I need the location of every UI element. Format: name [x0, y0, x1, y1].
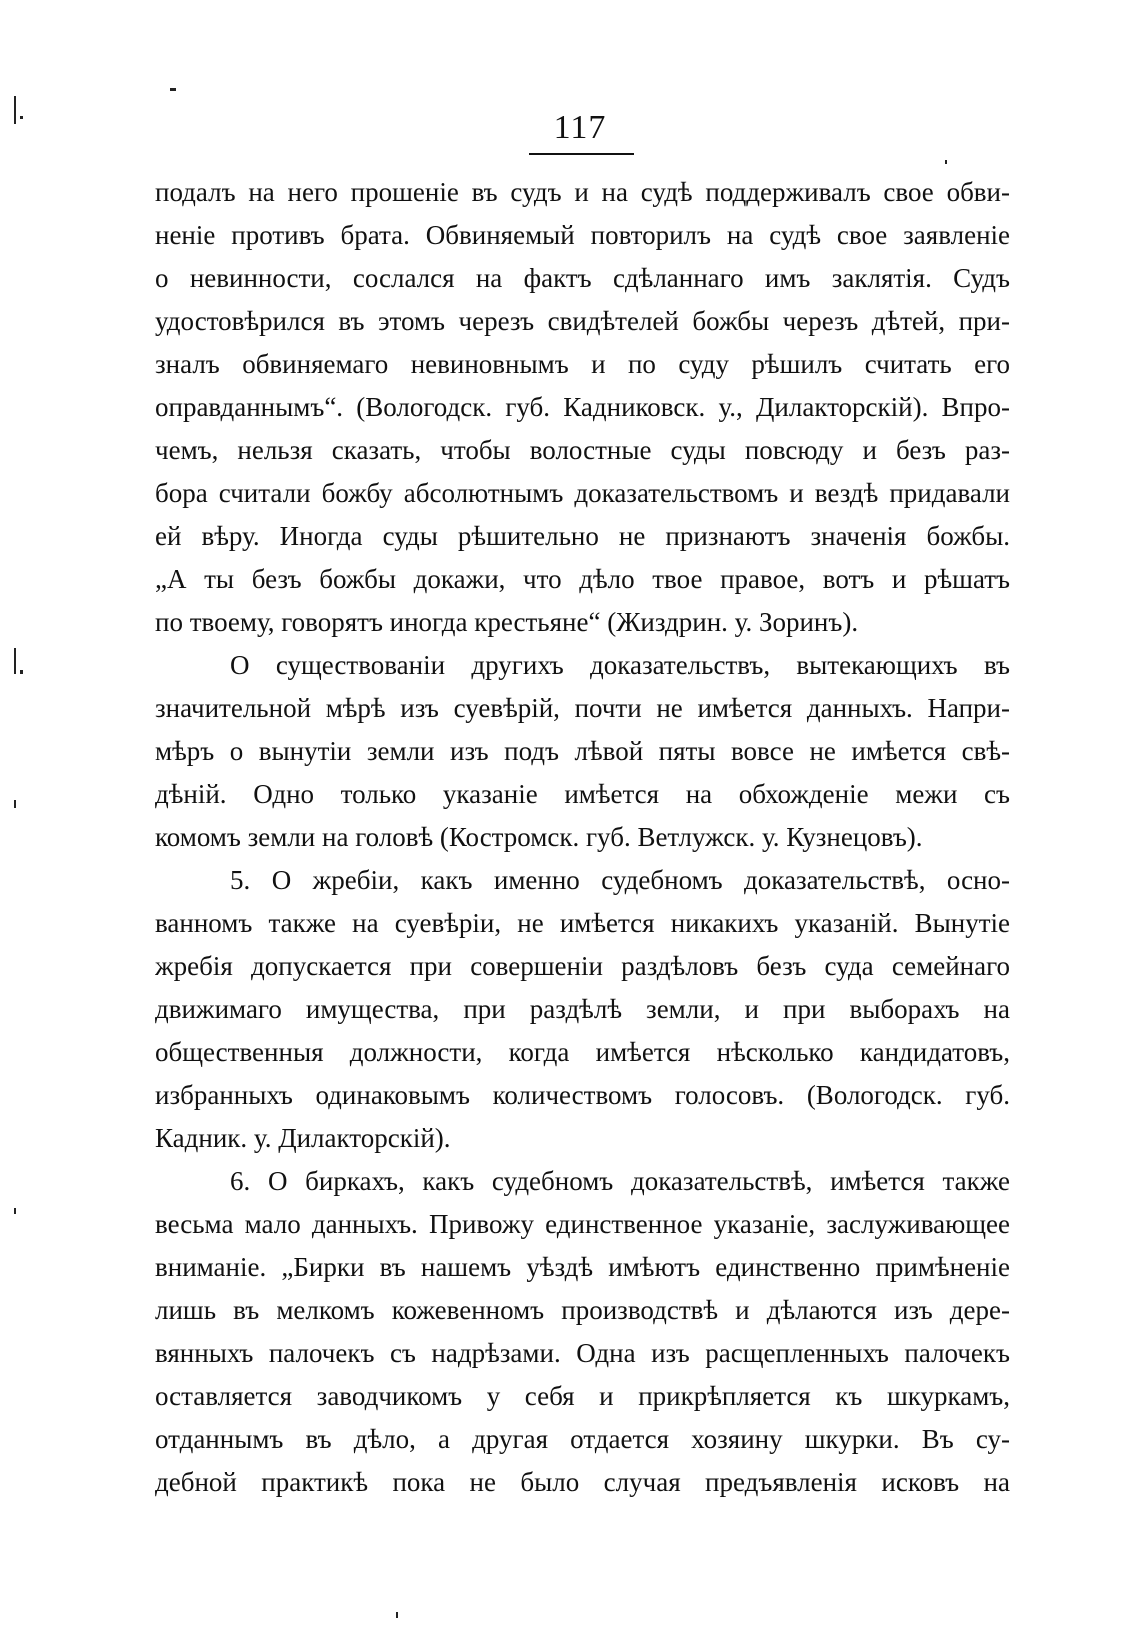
text-line: бора считали божбу абсолютнымъ доказательствомъ и вездѣ придавали: [155, 478, 1010, 508]
text-line: движимаго имущества, при раздѣлѣ земли, и при выборахъ на: [155, 994, 1010, 1024]
text-line: чемъ, нельзя сказать, чтобы волостные суды повсюду и безъ раз-: [155, 435, 1010, 465]
margin-speck: [14, 648, 16, 674]
margin-speck: [396, 1612, 398, 1618]
margin-speck: [14, 1208, 16, 1214]
text-line: ей вѣру. Иногда суды рѣшительно не признаютъ значенія божбы.: [155, 521, 1010, 551]
margin-speck: [945, 160, 947, 164]
margin-speck: [14, 800, 16, 808]
paragraph-first-line: О существованіи другихъ доказательствъ, вытекающихъ въ: [230, 650, 1010, 680]
text-line: о невинности, сослался на фактъ сдѣланнаго имъ заклятія. Судъ: [155, 263, 1010, 293]
page-number: 117: [553, 109, 607, 146]
text-line: зналъ обвиняемаго невиновнымъ и по суду рѣшилъ считать его: [155, 349, 1010, 379]
text-line: подалъ на него прошеніе въ судъ и на судѣ поддерживалъ свое обви-: [155, 177, 1010, 207]
text-line: отданнымъ въ дѣло, а другая отдается хозяину шкурки. Въ су-: [155, 1424, 1010, 1454]
text-line: удостовѣрился въ этомъ черезъ свидѣтелей божбы черезъ дѣтей, при-: [155, 306, 1010, 336]
margin-speck: [20, 670, 23, 674]
text-line: избранныхъ одинаковымъ количествомъ голосовъ. (Вологодск. губ.: [155, 1080, 1010, 1110]
text-line: дѣній. Одно только указаніе имѣется на обхожденіе межи съ: [155, 779, 1010, 809]
text-line: жребія допускается при совершеніи раздѣловъ безъ суда семейнаго: [155, 951, 1010, 981]
text-line: лишь въ мелкомъ кожевенномъ производствѣ и дѣлаются изъ дере-: [155, 1295, 1010, 1325]
text-line: оставляется заводчикомъ у себя и прикрѣпляется къ шкуркамъ,: [155, 1381, 1010, 1411]
text-line: весьма мало данныхъ. Привожу единственное указаніе, заслуживающее: [155, 1209, 1010, 1239]
text-line: дебной практикѣ пока не было случая предъявленія исковъ на: [155, 1467, 1010, 1497]
text-line: общественныя должности, когда имѣется нѣсколько кандидатовъ,: [155, 1037, 1010, 1067]
text-line: вянныхъ палочекъ съ надрѣзами. Одна изъ расщепленныхъ палочекъ: [155, 1338, 1010, 1368]
text-line: оправданнымъ“. (Вологодск. губ. Кадниковск. у., Дилакторскій). Впро-: [155, 392, 1010, 422]
text-line: значительной мѣрѣ изъ суевѣрій, почти не имѣется данныхъ. Напри-: [155, 693, 1010, 723]
margin-speck: [20, 116, 23, 119]
text-line: по твоему, говорятъ иногда крестьяне“ (Жиздрин. у. Зоринъ).: [155, 607, 859, 637]
paragraph-first-line: 5. О жребіи, какъ именно судебномъ доказательствѣ, осно-: [230, 865, 1010, 895]
text-line: Кадник. у. Дилакторскій).: [155, 1123, 451, 1153]
margin-speck: [14, 96, 16, 124]
paragraph-first-line: 6. О биркахъ, какъ судебномъ доказательствѣ, имѣется также: [230, 1166, 1010, 1196]
text-line: „А ты безъ божбы докажи, что дѣло твое правое, вотъ и рѣшатъ: [155, 564, 1010, 594]
text-line: комомъ земли на головѣ (Костромск. губ. Ветлужск. у. Кузнецовъ).: [155, 822, 923, 852]
margin-speck: [170, 88, 176, 91]
text-line: вниманіе. „Бирки въ нашемъ уѣздѣ имѣютъ единственно примѣненіе: [155, 1252, 1010, 1282]
text-line: ванномъ также на суевѣріи, не имѣется никакихъ указаній. Вынутіе: [155, 908, 1010, 938]
text-line: мѣръ о вынутіи земли изъ подъ лѣвой пяты вовсе не имѣется свѣ-: [155, 736, 1010, 766]
page-number-underline: [529, 153, 634, 155]
text-line: неніе противъ брата. Обвиняемый повторилъ на судѣ свое заявленіе: [155, 220, 1010, 250]
